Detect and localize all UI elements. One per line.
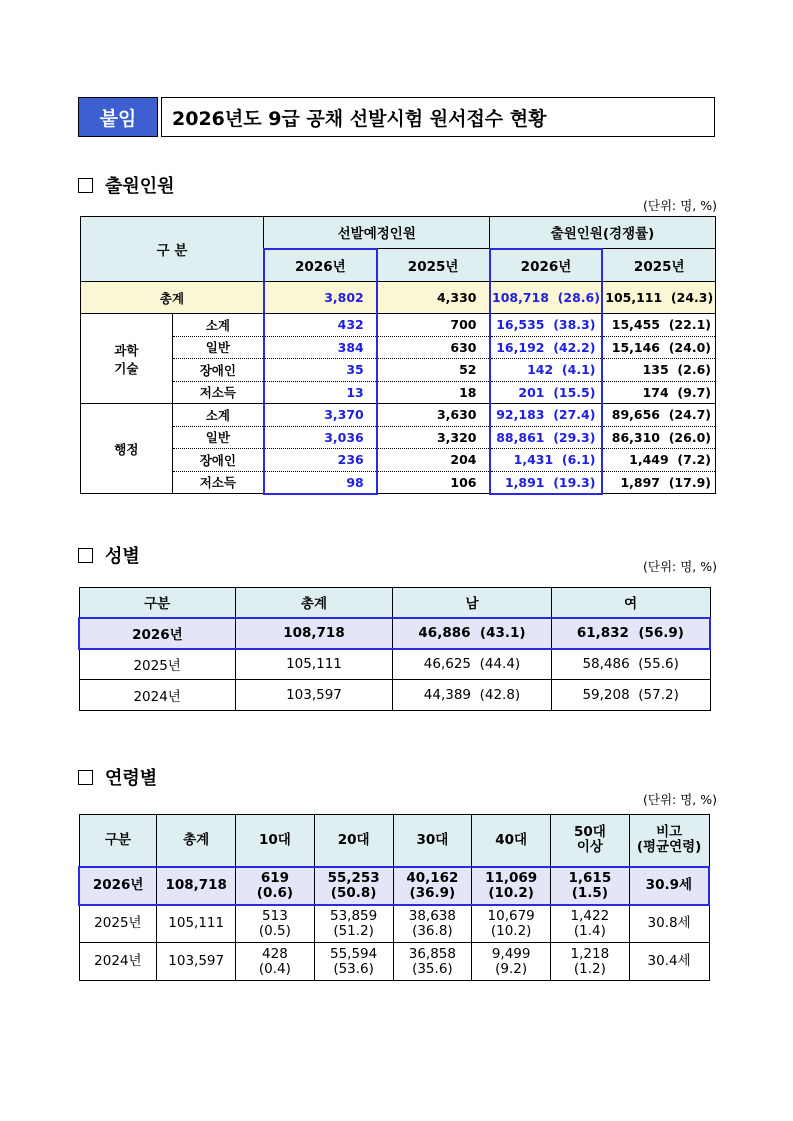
- table-row: [79, 649, 710, 680]
- cell: [551, 905, 630, 943]
- header-year: 2025년: [377, 249, 490, 282]
- cell: [551, 943, 630, 981]
- table-row: [81, 314, 716, 337]
- cell: [472, 943, 551, 981]
- cell: 18: [377, 381, 490, 404]
- cell-value: 38,638: [408, 907, 456, 924]
- cell: [314, 943, 393, 981]
- group-label: 과학 기술: [81, 314, 173, 404]
- cell: 204: [377, 449, 490, 472]
- cell-ratio: (51.2): [333, 922, 374, 939]
- section-age-heading: [78, 764, 157, 790]
- column-header: 총계: [157, 815, 236, 867]
- cell-value: 86,310: [611, 429, 660, 445]
- column-header: 50대 이상: [551, 815, 630, 867]
- cell-ratio: (53.6): [333, 960, 374, 977]
- cell: 103,597: [157, 943, 236, 981]
- table-row: [79, 905, 709, 943]
- cell: 44,389 (42.8): [393, 680, 552, 711]
- cell: [602, 404, 715, 427]
- table-row: [79, 680, 710, 711]
- cell: [490, 359, 603, 382]
- cell: [393, 943, 472, 981]
- cell-ratio: (1.5): [571, 884, 608, 901]
- cell: [490, 282, 603, 314]
- cell-value: 9,499: [491, 945, 531, 962]
- cell-value: 89,656: [611, 407, 660, 423]
- cell-value: 16,535: [496, 317, 545, 333]
- column-header: 20대: [314, 815, 393, 867]
- cell: [490, 314, 603, 337]
- cell-ratio: (9.2): [495, 960, 528, 977]
- section-title: 출원인원: [105, 176, 175, 197]
- cell: 58,486 (55.6): [551, 649, 710, 680]
- cell-value: 1,897: [620, 474, 660, 490]
- cell: 2026년: [79, 618, 235, 649]
- cell-ratio: (10.2): [490, 922, 532, 939]
- cell-ratio: (36.9): [409, 884, 456, 901]
- cell-value: 1,422: [570, 907, 610, 924]
- cell-value: 1,891: [504, 474, 545, 490]
- cell-ratio: (0.5): [258, 922, 291, 939]
- column-header: 남: [393, 588, 552, 618]
- header-applied: 출원인원(경쟁률): [490, 217, 716, 249]
- title-box: [78, 97, 715, 137]
- cell-value: 40,162: [406, 869, 459, 886]
- table-row: [81, 449, 716, 472]
- cell-ratio: (24.0): [668, 339, 711, 355]
- column-header: 구분: [79, 815, 157, 867]
- cell: [472, 867, 551, 905]
- cell: [314, 867, 393, 905]
- total-row: [81, 282, 716, 314]
- cell-ratio: (19.3): [553, 474, 596, 490]
- cell-value: 55,594: [329, 945, 378, 962]
- cell: 700: [377, 314, 490, 337]
- column-header: 30대: [393, 815, 472, 867]
- cell: [602, 381, 715, 404]
- cell: 103,597: [235, 680, 392, 711]
- cell-value: 1,449: [629, 452, 669, 468]
- row-label: 저소득: [172, 471, 264, 494]
- cell-value: 105,111: [605, 290, 663, 305]
- unit-note: (단위: 명, %): [643, 559, 717, 574]
- checkbox-square-icon: [78, 770, 93, 785]
- cell: 30.9세: [629, 867, 709, 905]
- row-label: 일반: [172, 336, 264, 359]
- cell: 3,036: [264, 426, 377, 449]
- cell-ratio: (50.8): [330, 884, 377, 901]
- age-table: [78, 814, 710, 981]
- table-row: [81, 359, 716, 382]
- cell: 630: [377, 336, 490, 359]
- cell-ratio: (29.3): [553, 429, 596, 445]
- cell: [236, 867, 315, 905]
- cell-ratio: (38.3): [553, 317, 596, 333]
- table-row: [81, 336, 716, 359]
- column-header: 10대: [236, 815, 315, 867]
- cell-ratio: (1.4): [573, 922, 606, 939]
- cell-ratio: (22.1): [668, 317, 711, 333]
- table-row: [81, 426, 716, 449]
- cell-ratio: (24.7): [668, 407, 711, 423]
- cell: 384: [264, 336, 377, 359]
- cell: [602, 359, 715, 382]
- cell: 2024년: [79, 680, 235, 711]
- cell: [490, 449, 603, 472]
- attachment-badge: 붙임: [78, 97, 158, 137]
- cell-ratio: (10.2): [488, 884, 534, 901]
- cell-value: 15,146: [611, 339, 660, 355]
- cell: [490, 381, 603, 404]
- cell: 108,718: [235, 618, 392, 649]
- cell: 2025년: [79, 649, 235, 680]
- cell: 30.8세: [629, 905, 709, 943]
- section-applicants-heading: [78, 172, 175, 198]
- table-row: [79, 943, 709, 981]
- cell-value: 15,455: [611, 317, 660, 333]
- cell: 106: [377, 471, 490, 494]
- section-title: 성별: [105, 546, 140, 567]
- cell: 61,832 (56.9): [551, 618, 710, 649]
- table-row: [81, 381, 716, 404]
- cell-ratio: (24.3): [670, 290, 714, 305]
- table-row: [79, 618, 710, 649]
- cell-ratio: (35.6): [412, 960, 453, 977]
- header-category: 구 분: [81, 217, 264, 282]
- column-header: 총계: [235, 588, 392, 618]
- column-header: 여: [551, 588, 710, 618]
- cell-ratio: (9.7): [677, 384, 711, 400]
- cell-value: 108,718: [492, 290, 549, 305]
- cell-ratio: (0.6): [256, 884, 294, 901]
- cell-value: 513: [262, 907, 288, 924]
- row-label: 저소득: [172, 381, 264, 404]
- cell: [490, 336, 603, 359]
- cell-value: 36,858: [408, 945, 456, 962]
- cell-ratio: (42.2): [553, 339, 596, 355]
- cell: 432: [264, 314, 377, 337]
- cell-ratio: (28.6): [557, 290, 600, 305]
- cell: 3,802: [264, 282, 377, 314]
- cell-value: 16,192: [496, 339, 545, 355]
- cell: 98: [264, 471, 377, 494]
- cell: 236: [264, 449, 377, 472]
- cell: 105,111: [157, 905, 236, 943]
- cell-value: 1,615: [568, 869, 612, 886]
- cell-ratio: (7.2): [677, 452, 711, 468]
- unit-note: (단위: 명, %): [643, 792, 717, 807]
- row-label: 소계: [172, 404, 264, 427]
- cell: [490, 404, 603, 427]
- cell: [393, 867, 472, 905]
- cell: 108,718: [157, 867, 236, 905]
- cell-value: 1,218: [570, 945, 610, 962]
- cell: [314, 905, 393, 943]
- cell: [602, 336, 715, 359]
- cell-ratio: (15.5): [553, 384, 596, 400]
- gender-table: [78, 587, 711, 711]
- cell-value: 53,859: [329, 907, 378, 924]
- cell-ratio: (1.2): [573, 960, 606, 977]
- cell: [602, 449, 715, 472]
- cell-value: 55,253: [327, 869, 380, 886]
- cell-ratio: (17.9): [668, 474, 711, 490]
- cell-value: 1,431: [513, 452, 554, 468]
- row-label: 장애인: [172, 359, 264, 382]
- cell: 2024년: [79, 943, 157, 981]
- cell-value: 135: [642, 362, 669, 378]
- cell-ratio: (0.4): [258, 960, 291, 977]
- cell: 52: [377, 359, 490, 382]
- cell: [472, 905, 551, 943]
- cell-value: 619: [260, 869, 290, 886]
- cell: [490, 471, 603, 494]
- column-header: 구분: [79, 588, 235, 618]
- cell: [393, 905, 472, 943]
- cell: 3,370: [264, 404, 377, 427]
- checkbox-square-icon: [78, 548, 93, 563]
- checkbox-square-icon: [78, 178, 93, 193]
- cell: 59,208 (57.2): [551, 680, 710, 711]
- cell-ratio: (36.8): [412, 922, 453, 939]
- cell: [602, 471, 715, 494]
- row-label: 총계: [81, 282, 264, 314]
- cell-ratio: (2.6): [677, 362, 711, 378]
- cell-value: 10,679: [487, 907, 535, 924]
- column-header: 40대: [472, 815, 551, 867]
- table-row: [81, 404, 716, 427]
- cell: [602, 314, 715, 337]
- cell: [236, 905, 315, 943]
- section-title: 연령별: [105, 768, 158, 789]
- cell-value: 142: [527, 362, 554, 378]
- column-header: 비고 (평균연령): [629, 815, 709, 867]
- header-planned: 선발예정인원: [264, 217, 490, 249]
- cell-ratio: (6.1): [561, 452, 596, 468]
- cell: 13: [264, 381, 377, 404]
- cell: [236, 943, 315, 981]
- group-label: 행정: [81, 404, 173, 494]
- row-label: 장애인: [172, 449, 264, 472]
- cell: 4,330: [377, 282, 490, 314]
- cell: [551, 867, 630, 905]
- table-row: [81, 471, 716, 494]
- section-gender-heading: [78, 542, 140, 568]
- cell: [602, 282, 715, 314]
- cell: 35: [264, 359, 377, 382]
- applicants-table: [80, 216, 716, 495]
- cell-value: 428: [262, 945, 288, 962]
- cell: [490, 426, 603, 449]
- unit-note: (단위: 명, %): [643, 198, 717, 213]
- cell: 46,625 (44.4): [393, 649, 552, 680]
- table-row: [79, 867, 709, 905]
- cell: 105,111: [235, 649, 392, 680]
- header-year: 2026년: [490, 249, 603, 282]
- row-label: 일반: [172, 426, 264, 449]
- cell-value: 174: [642, 384, 669, 400]
- cell-ratio: (27.4): [553, 407, 596, 423]
- row-label: 소계: [172, 314, 264, 337]
- cell-value: 201: [518, 384, 545, 400]
- cell-ratio: (26.0): [668, 429, 711, 445]
- header-year: 2026년: [264, 249, 377, 282]
- cell-value: 11,069: [485, 869, 538, 886]
- cell: [602, 426, 715, 449]
- cell: 2026년: [79, 867, 157, 905]
- cell: 3,630: [377, 404, 490, 427]
- cell: 2025년: [79, 905, 157, 943]
- header-year: 2025년: [602, 249, 715, 282]
- cell: 3,320: [377, 426, 490, 449]
- page-title: 2026년도 9급 공채 선발시험 원서접수 현황: [161, 97, 715, 137]
- cell-value: 92,183: [496, 407, 545, 423]
- cell: 46,886 (43.1): [393, 618, 552, 649]
- cell-ratio: (4.1): [561, 362, 596, 378]
- cell-value: 88,861: [496, 429, 545, 445]
- cell: 30.4세: [629, 943, 709, 981]
